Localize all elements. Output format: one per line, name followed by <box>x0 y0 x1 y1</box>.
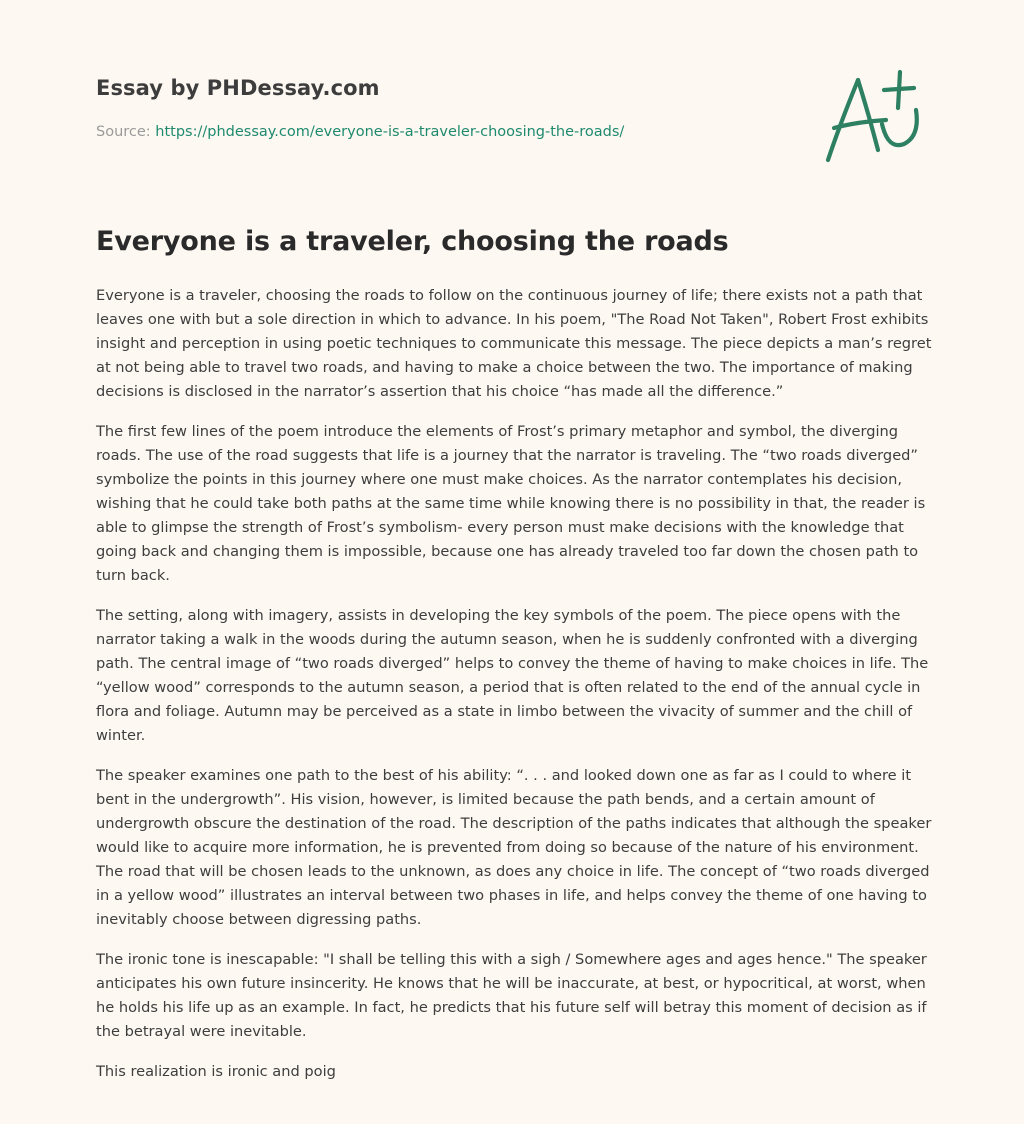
essay-paragraph-6: This realization is ironic and poig <box>96 1063 336 1080</box>
page-title: Everyone is a traveler, choosing the roads <box>96 226 729 257</box>
essay-paragraph-1: Everyone is a traveler, choosing the roads to follow on the continuous journey of life; there exists not a path that leaves one with but a sole direction in which to advance. In his poem, "The Road Not Taken", Robert Frost exhibits insight and perception in using poetic techniques to communicate this message. The piece depicts a man’s regret at not being able to travel two roads, and having to make a choice between the two. The importance of making decisions is disclosed in the narrator’s assertion that his choice “has made all the difference.” <box>96 287 932 400</box>
essay-paragraph-4: The speaker examines one path to the best of his ability: “. . . and looked down one as far as I could to where it bent in the undergrowth”. His vision, however, is limited because the path bends, and a certain amount of undergrowth obscure the destination of the road. The description of the paths indicates that although the speaker would like to acquire more information, he is prevented from doing so because of the nature of his environment. The road that will be chosen leads to the unknown, as does any choice in life. The concept of “two roads diverged in a yellow wood” illustrates an interval between two phases in life, and helps convey the theme of one having to inevitably choose between digressing paths. <box>96 767 932 928</box>
essay-paragraph-3: The setting, along with imagery, assists in developing the key symbols of the poem. The piece opens with the narrator taking a walk in the woods during the autumn season, when he is suddenly confronted with a diverging path. The central image of “two roads diverged” helps to convey the theme of having to make choices in life. The “yellow wood” corresponds to the autumn season, a period that is often related to the end of the annual cycle in flora and foliage. Autumn may be perceived as a state in limbo between the vivacity of summer and the chill of winter. <box>96 607 929 744</box>
source-label: Source: <box>96 124 151 140</box>
source-line <box>96 124 624 140</box>
essay-body <box>96 284 936 1100</box>
source-link[interactable]: https://phdessay.com/everyone-is-a-traveler-choosing-the-roads/ <box>155 124 625 140</box>
essay-paragraph-2: The first few lines of the poem introduce the elements of Frost’s primary metaphor and symbol, the diverging roads. The use of the road suggests that life is a journey that the narrator is traveling. The “two roads diverged” symbolize the points in this journey where one must make choices. As the narrator contemplates his decision, wishing that he could take both paths at the same time while knowing there is no possibility in that, the reader is able to glimpse the strength of Frost’s symbolism- every person must make decisions with the knowledge that going back and changing them is impossible, because one has already traveled too far down the chosen path to turn back. <box>96 423 926 584</box>
essay-paragraph-5: The ironic tone is inescapable: "I shall be telling this with a sigh / Somewhere ages and ages hence." The speaker anticipates his own future insincerity. He knows that he will be inaccurate, at best, or hypocritical, at worst, when he holds his life up as an example. In fact, he predicts that his future self will betray this moment of decision as if the betrayal were inevitable. <box>96 951 927 1040</box>
a-plus-logo-icon <box>818 66 930 166</box>
site-brand: Essay by PHDessay.com <box>96 76 380 100</box>
